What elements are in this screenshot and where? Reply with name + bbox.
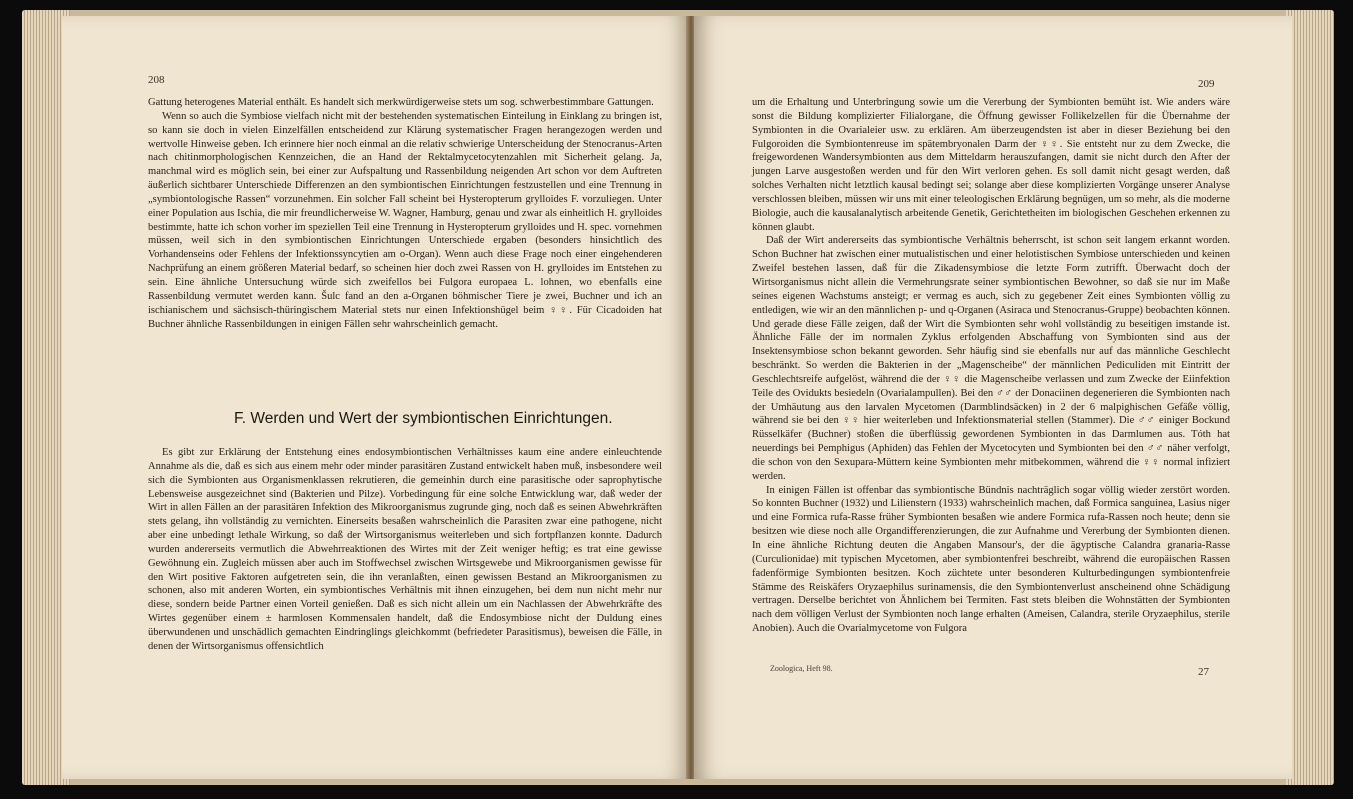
- page-number-left: 208: [148, 74, 165, 86]
- paragraph: Daß der Wirt andererseits das symbiontische Verhältnis beherrscht, ist schon seit langem erkannt worden. Schon Buchner hat zwischen einer mutualistischen und einer helotistischen Symbiose unterschieden und keinen Zweifel bestehen lassen, daß für die Zikadensymbiose die letzte Form zutrifft. Überwacht doch der Wirtsorganismus nicht allein die Vermehrungsrate seiner symbiontischen Bewohner, so daß sie nur im Maße seines eigenen Wachstums ansteigt; er vermag es auch, sich zu gegebener Zeit eines Symbionten völlig zu entledigen, wie wir an den männlichen p- und q-Organen (Asiraca und Stenocranus-Gruppe) beobachten können. Und gerade diese Fälle zeigen, daß der Wirt die Symbionten sehr wohl vollständig zu beseitigen imstande ist. Ähnliche Fälle der im normalen Zyklus erfolgenden Abschaffung von Symbionten sind aus der Insektensymbiose schon bekannt geworden. Sehr häufig sind sie ebenfalls nur auf das männliche Geschlecht beschränkt. So werden die Bakterien in der „Magenscheibe“ der männlichen Pediculiden mit Eintritt der Geschlechtsreife aufgelöst, während die der ♀♀ die Magenscheibe verlassen und zum Zwecke der Eiinfektion Teile des Ovidukts besiedeln (Ovarialampullen). Bei den ♂♂ der Donaciinen degenerieren die Symbionten nach der Umhäutung aus den larvalen Mycetomen (Darmblindsäcken) in 2 der 6 malpighischen Gefäße völlig, während sie bei den ♀♀ hier weiterleben und Infektionsmaterial stellen (Stammer). Die ♂♂ einiger Bockund Rüsselkäfer (Buchner) stoßen die überflüssig gewordenen Symbionten in das Darmlumen aus. Tóth hat neuerdings bei Pemphigus (Aphiden) das Fehlen der Mycetocyten und Symbionten bei den ♂♂ näher verfolgt, die schon von den Sexupara-Müttern keine Symbionten mehr mitbekommen, während die ♀♀ normal infiziert werden.: [752, 235, 1230, 482]
- footer-series-title: Zoologica, Heft 98.: [770, 664, 833, 673]
- paragraph: In einigen Fällen ist offenbar das symbiontische Bündnis nachträglich sogar völlig wieder zerstört worden. So konnten Buchner (1932) und Lilienstern (1933) wahrscheinlich machen, daß Formica sanguinea, Lasius niger und eine Formica rufa-Rasse früher Symbionten besaßen wie andere Formica rufa-Rassen noch heute; denn sie besitzen wie diese noch alle Organdifferenzierungen, die zur Aufnahme und Vererbung der Symbionten dienen. In eine ähnliche Richtung deuten die Angaben Mansour's, der die ägyptische Calandra granaria-Rasse (Curculionidae) mit typischen Mycetomen, aber symbiontenfrei beschreibt, während die europäischen Rassen fadenförmige Symbionten besitzen. Koch züchtete unter besonderen Kulturbedingungen symbiontenfreie Stämme des Reiskäfers Oryzaephilus surinamensis, die den Symbiontenverlust anscheinend ohne Schädigung vertragen. Derselbe berichtet von Ähnlichem bei Termiten. Fast stets bleiben die Wohnstätten der Symbionten nach dem völligen Verlust der Symbionten noch lange erhalten (Ameisen, Calandra, sterile Oryzaephilus, sterile Anobien). Auch die Ovarialmycetome von Fulgora: [752, 484, 1230, 635]
- section-heading: F. Werden und Wert der symbiontischen Einrichtungen.: [234, 410, 613, 427]
- left-body-text: [148, 446, 662, 654]
- paragraph: Gattung heterogenes Material enthält. Es handelt sich merkwürdigerweise stets um sog. schwerbestimmbare Gattungen.: [148, 97, 654, 108]
- paragraph: Es gibt zur Erklärung der Entstehung eines endosymbiontischen Verhältnisses kaum eine andere einleuchtende Annahme als die, daß es sich aus einem mehr oder minder parasitären Zustand entwickelt haben muß, insbesondere weil sich die Symbionten aus Organismenklassen rekrutieren, die gemeinhin durch eine parasitische oder saprophytische Lebensweise ausgezeichnet sind (Bakterien und Pilze). Vorbedingung für eine solche Entwicklung war, daß weder der Wirt in allen Fällen an der parasitären Infektion des Mikroorganismus zugrunde ging, noch daß es seinen Abwehrkräften stets gelang, ihn vollständig zu vernichten. Einerseits besaßen wahrscheinlich die Parasiten zwar eine pathogene, nicht aber eine unbedingt lethale Wirkung, so daß der Wirtsorganismus weiterleben und sich fortpflanzen konnte. Dadurch wurden andererseits vermutlich die Abwehrreaktionen des Wirtes mit der Zeit weniger heftig; es trat eine gewisse Gewöhnung ein. Zugleich müssen aber auch im Stoffwechsel zwischen Wirtsgewebe und Mikroorganismen gewisse für den Wirt positive Faktoren aufgetreten sein, die ihn veranlaßten, einen gewissen Bestand an Mikroorganismen zu schonen, also mit anderen Worten, ein symbiontisches Verhältnis mit ihnen einzugehen, bei dem nun nicht mehr nur diese, sondern beide Partner einen Vorteil genießen. Daß es sich nicht allein um ein Nachlassen der Abwehrkräfte des Wirtes gegenüber einem ± harmlosen Kommensalen handelt, daß die Endosymbiose nicht der Duldung eines überwundenen und unschädlich gemachten Eindringlings gleichkommt (befriedeter Parasitismus), beweisen die Fälle, in denen der Wirtsorganismus offensichtlich: [148, 447, 662, 652]
- left-intro-text: [148, 96, 662, 331]
- right-page: [694, 16, 1292, 779]
- open-book: [22, 10, 1334, 785]
- right-body-text: [752, 96, 1230, 636]
- page-number-right: 209: [1198, 78, 1215, 90]
- left-page: [62, 16, 690, 779]
- paragraph: um die Erhaltung und Unterbringung sowie um die Vererbung der Symbionten bemüht ist. Wie anders wäre sonst die Bildung komplizierter Filialorgane, die Öffnung gewisser Follikelzellen für die Übernahme der Symbionten in die Ovarialeier usw. zu erklären. Am überzeugendsten ist aber in dieser Beziehung bei den Fulgoroiden die Symbiontenreuse im spätembryonalen Darm der ♀♀. Sie entsteht nur zu dem Zwecke, die freigewordenen Wandersymbionten aus dem Mitteldarm herauszufangen, damit sie nicht durch den After der jungen Larve ausgestoßen werden und für den Wirt verloren gehen. Es soll damit nicht gesagt werden, daß solches Verhalten nicht letztlich kausal bedingt sei; solange aber diese komplizierten Vorgänge unserer Analyse verschlossen bleiben, müssen wir uns mit einer teleologischen Erklärung begnügen, um so mehr, als die moderne Biologie, auch die kausalanalytisch arbeitende Genetik, Gerichtetheiten im biologischen Geschehen erkennen zu können glaubt.: [752, 97, 1230, 233]
- page-edges-right: [1286, 10, 1334, 785]
- paragraph: Wenn so auch die Symbiose vielfach nicht mit der bestehenden systematischen Einteilung in Einklang zu bringen ist, so kann sie doch in vielen Einzelfällen entscheidend zur Klärung systematischer Fragen herangezogen werden und wertvolle Hinweise geben. Ich erinnere hier noch einmal an die relativ schwierige Unterscheidung der Stenocranus-Arten nach chitinmorphologischen Kennzeichen, die an Hand der Rektalmycetocytenzahlen mit Sicherheit gelang. Ja, manchmal wird es möglich sein, bei einer zur Aufspaltung und Rassenbildung neigenden Art schon vor dem Auftreten äußerlich sichtbarer Unterschiede Differenzen an den symbiontischen Einrichtungen festzustellen und eine Trennung in „symbiontologische Rassen“ vorzunehmen. Ein solcher Fall scheint bei Hysteropterum grylloides F. vorzuliegen. Unter einer Population aus Ischia, die mir freundlicherweise W. Wagner, Hamburg, genau und zwar als einheitlich H. grylloides bestimmte, hatte ich schon vorher im speziellen Teil eine Trennung in Hysteropterum grylloides und H. spec. vornehmen müssen, weil sich in den symbiontischen Einrichtungen Unterschiede ergaben (besonders hinsichtlich des Vorhandenseins oder Fehlens der Infektionssyncytien am o-Organ). Wenn auch diese Frage noch einer eingehenderen Nachprüfung an einem größeren Material bedarf, so scheinen hier doch zwei Rassen von H. grylloides im Entstehen zu sein. Eine ähnliche Untersuchung würde sich zweifellos bei Fulgora europaea L. lohnen, wo ebenfalls eine Rassenbildung vermutet werden kann. Šulc fand an den a-Organen böhmischer Tiere je zwei, Buchner und ich an ischianischem und sächsisch-thüringischem Material stets nur einen Infektionshügel beim ♀♀. Für Cicadoiden hat Buchner ähnliche Rassenbildungen in einigen Fällen sehr wahrscheinlich gemacht.: [148, 110, 662, 330]
- signature-mark: 27: [1198, 666, 1209, 678]
